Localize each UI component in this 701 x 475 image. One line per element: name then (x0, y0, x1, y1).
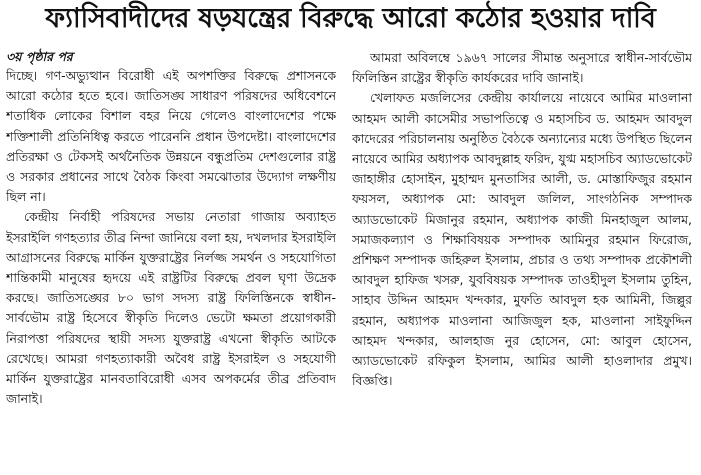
paragraph: খেলাফত মজলিসের কেন্দ্রীয় কার্যালয়ে নায়েবে আমির মাওলানা আহমদ আলী কাসেমীর সভাপতিত্বে ও মহাসচিব ড. আহমদ আবদুল কাদেরের পরিচালনায় অনুষ্ঠিত বৈঠকে অন্যান্যের মধ্যে উপস্থিত ছিলেন নায়েবে আমির অধ্যাপক আবদুল্লাহ ফরিদ, যুগ্ম মহাসচিব অ্যাডভোকেট জাহাঙ্গীর হোসাইন, মুহাম্মদ মুনতাসির আলী, ড. মোস্তাফিজুর রহমান ফয়সল, অধ্যাপক মো: আবদুল জলিল, সাংগঠনিক সম্পাদক অ্যাডভোকেট মিজানুর রহমান, অধ্যাপক কাজী মিনহাজুল আলম, সমাজকল্যাণ ও শিক্ষাবিষয়ক সম্পাদক আমিনুর রহমান ফিরোজ, প্রশিক্ষণ সম্পাদক জহিরুল ইসলাম, প্রচার ও তথ্য সম্পাদক প্রকৌশলী আবদুল হাফিজ খসরু, যুববিষয়ক সম্পাদক তাওহীদুল ইসলাম তুহিন, সাহাব উদ্দিন আহমদ খন্দকার, মুফতি আবদুল হক আমিনী, জিল্লুর রহমান, অধ্যাপক মাওলানা আজিজুল হক, মাওলানা সাইফুদ্দিন আহমদ খন্দকার, আলহাজ নুর হোসেন, মো: আবুল হোসেন, অ্যাডভোকেট রফিকুল ইসলাম, আমির আলী হাওলাদার প্রমুখ। বিজ্ঞপ্তি। (352, 90, 692, 389)
paragraph: কেন্দ্রীয় নির্বাহী পরিষদের সভায় নেতারা গাজায় অব্যাহত ইসরাইলি গণহত্যার তীব্র নিন্দা জানিয়ে বলা হয়, দখলদার ইসরাইলি আগ্রাসনের বিরুদ্ধে মার্কিন যুক্তরাষ্ট্রের নির্লজ্জ সমর্থন ও সহযোগিতা শান্তিকামী মানুষের হৃদয়ে এই রাষ্ট্রটির বিরুদ্ধে প্রবল ঘৃণা উদ্রেক করছে। জাতিসঙ্ঘের ৮০ ভাগ সদস্য রাষ্ট্র ফিলিস্তিনকে স্বাধীন-সার্বভৌম রাষ্ট্র হিসেবে স্বীকৃতি দিলেও ভেটো ক্ষমতা প্রয়োগকারী নিরাপত্তা পরিষদের স্থায়ী সদস্য যুক্তরাষ্ট্র এখনো স্বীকৃতি আটকে রেখেছে। আমরা গণহত্যাকারী অবৈধ রাষ্ট্র ইসরাইল ও সহযোগী মার্কিন যুক্তরাষ্ট্রের মানবতাবিরোধী এসব অপকর্মের তীব্র প্রতিবাদ জানাই। (6, 209, 336, 407)
left-column (6, 48, 336, 475)
paragraph: দিচ্ছে। গণ-অভ্যুত্থান বিরোধী এই অপশক্তির বিরুদ্ধে প্রশাসনকে আরো কঠোর হতে হবে। জাতিসঙ্ঘ সাধারণ পরিষদের অধিবেশনে শতাধিক লোকের বিশাল বহর নিয়ে গেলেও বাংলাদেশের পক্ষে শক্তিশালী প্রতিনিধিত্ব করতে পারেননি প্রধান উপদেষ্টা। বাংলাদেশের প্রতিরক্ষা ও টেকসই অর্থনৈতিক উন্নয়নে বন্ধুপ্রতিম দেশগুলোর রাষ্ট্র ও সরকার প্রধানের সাথে বৈঠক কিংবা সমঝোতার উদ্যোগ লক্ষণীয় ছিল না। (6, 68, 336, 205)
dateline: ৩য় পৃষ্ঠার পর (6, 49, 73, 64)
right-column (352, 48, 692, 475)
paragraph: আমরা অবিলম্বে ১৯৬৭ সালের সীমান্ত অনুসারে স্বাধীন-সার্বভৌম ফিলিস্তিন রাষ্ট্রের স্বীকৃতি কার্যকরের দাবি জানাই। (352, 50, 692, 86)
headline: ফ্যাসিবাদীদের ষড়যন্ত্রের বিরুদ্ধে আরো কঠোর হওয়ার দাবি (45, 3, 656, 34)
